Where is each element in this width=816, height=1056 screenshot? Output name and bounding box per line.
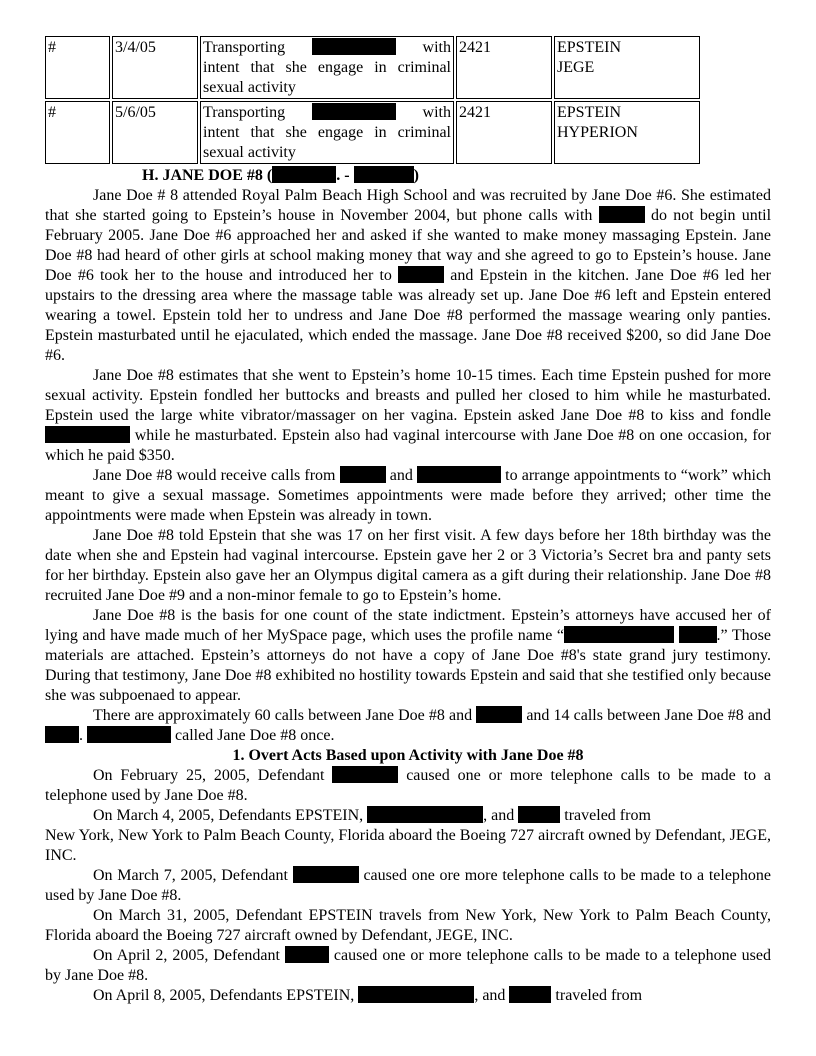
table-row	[45, 101, 700, 164]
overt-acts-table	[43, 34, 702, 166]
row-number: #	[45, 101, 110, 164]
overt-act-paragraph-continued: New York, New York to Palm Beach County, Florida aboard the Boeing 727 aircraft owned by Defendant, JEGE, INC.	[45, 827, 771, 864]
overt-act-paragraph: On April 8, 2005, Defendants EPSTEIN, , and traveled from	[93, 987, 643, 1004]
row-code: 2421	[456, 36, 552, 99]
redaction-block	[518, 806, 560, 823]
section-heading: H. JANE DOE #8 ( . - )	[142, 167, 419, 184]
body-paragraph: Jane Doe #8 told Epstein that she was 17 on her first visit. A few days before her 18th birthday was the date when she and Epstein had vaginal intercourse. Epstein gave her 2 or 3 Victoria’s Secret bra and panty sets for her birthday. Epstein also gave her an Olympus digital camera as a gift during their relationship. Jane Doe #8 recruited Jane Doe #9 and a non-minor female to go to Epstein’s home.	[45, 527, 771, 604]
table-row	[45, 36, 700, 99]
row-parties: EPSTEIN HYPERION	[554, 101, 700, 164]
redaction-block	[312, 103, 396, 120]
body-paragraph: Jane Doe #8 estimates that she went to Epstein’s home 10-15 times. Each time Epstein pushed for more sexual activity. Epstein fondled her buttocks and breasts and pulled her closed to him while he masturbated. Epstein used the large white vibrator/massager on her vagina. Epstein asked Jane Doe #8 to kiss and fondle while he masturbated. Epstein also had vaginal intercourse with Jane Doe #8 on one occasion, for which he paid $350.	[45, 367, 772, 464]
redaction-block	[45, 726, 79, 743]
row-number: #	[45, 36, 110, 99]
redaction-block	[45, 426, 130, 443]
redaction-block	[354, 166, 414, 183]
redaction-block	[509, 986, 551, 1003]
redaction-block	[332, 766, 398, 783]
body-paragraph: Jane Doe #8 is the basis for one count of the state indictment. Epstein’s attorneys have accused her of lying and have made much of her MySpace page, which uses the profile name “ .” Those materials are attached. Epstein’s attorneys do not have a copy of Jane Doe #8's state grand jury testimony. During that testimony, Jane Doe #8 exhibited no hostility towards Epstein and said that she testified only because she was subpoenaed to appear.	[45, 607, 771, 704]
redaction-block	[358, 986, 474, 1003]
document-page	[45, 36, 771, 1006]
row-date: 3/4/05	[112, 36, 198, 99]
redaction-block	[340, 466, 386, 483]
body-paragraph: Jane Doe #8 would receive calls from and to arrange appointments to “work” which meant to give a sexual massage. Sometimes appointments were made before they arrived; other time the appointments were made when Epstein was already in town.	[45, 467, 772, 524]
overt-act-paragraph: On March 31, 2005, Defendant EPSTEIN travels from New York, New York to Palm Beach County, Florida aboard the Boeing 727 aircraft owned by Defendant, JEGE, INC.	[45, 907, 771, 944]
redaction-block	[564, 626, 674, 643]
overt-act-paragraph: On February 25, 2005, Defendant caused one or more telephone calls to be made to a telephone used by Jane Doe #8.	[45, 767, 772, 804]
redaction-block	[679, 626, 717, 643]
body-paragraph: There are approximately 60 calls between Jane Doe #8 and and 14 calls between Jane Doe #8 and . called Jane Doe #8 once.	[45, 706, 771, 746]
overt-act-paragraph: On April 2, 2005, Defendant caused one or more telephone calls to be made to a telephone used by Jane Doe #8.	[45, 947, 772, 984]
subsection-heading: 1. Overt Acts Based upon Activity with Jane Doe #8	[232, 747, 584, 764]
overt-act-paragraph: On March 4, 2005, Defendants EPSTEIN, , and traveled from	[93, 807, 651, 824]
overt-act-paragraph: On March 7, 2005, Defendant caused one ore more telephone calls to be made to a telephone used by Jane Doe #8.	[45, 867, 772, 904]
redaction-block	[272, 166, 336, 183]
redaction-block	[293, 866, 359, 883]
body-paragraph: Jane Doe # 8 attended Royal Palm Beach High School and was recruited by Jane Doe #6. She estimated that she started going to Epstein’s house in November 2004, but phone calls with do not begin until February 2005. Jane Doe #6 approached her and asked if she wanted to make money massaging Epstein. Jane Doe #8 had heard of other girls at school making money that way and she agreed to go to Epstein’s house. Jane Doe #6 took her to the house and introduced her to and Epstein in the kitchen. Jane Doe #6 led her upstairs to the dressing area where the massage table was already set up. Jane Doe #6 left and Epstein entered wearing a towel. Epstein told her to undress and Jane Doe #8 performed the massage wearing only panties. Epstein masturbated until he ejaculated, which ended the massage. Jane Doe #8 received $200, so did Jane Doe #6.	[45, 187, 772, 364]
redaction-block	[398, 266, 444, 283]
redaction-block	[285, 946, 329, 963]
row-description: Transporting with intent that she engage in criminal sexual activity	[200, 101, 454, 164]
row-code: 2421	[456, 101, 552, 164]
redaction-block	[417, 466, 501, 483]
redaction-block	[476, 706, 522, 723]
redaction-block	[312, 38, 396, 55]
row-parties: EPSTEIN JEGE	[554, 36, 700, 99]
redaction-block	[599, 206, 645, 223]
redaction-block	[87, 726, 171, 743]
row-date: 5/6/05	[112, 101, 198, 164]
row-description: Transporting with intent that she engage in criminal sexual activity	[200, 36, 454, 99]
redaction-block	[367, 806, 483, 823]
